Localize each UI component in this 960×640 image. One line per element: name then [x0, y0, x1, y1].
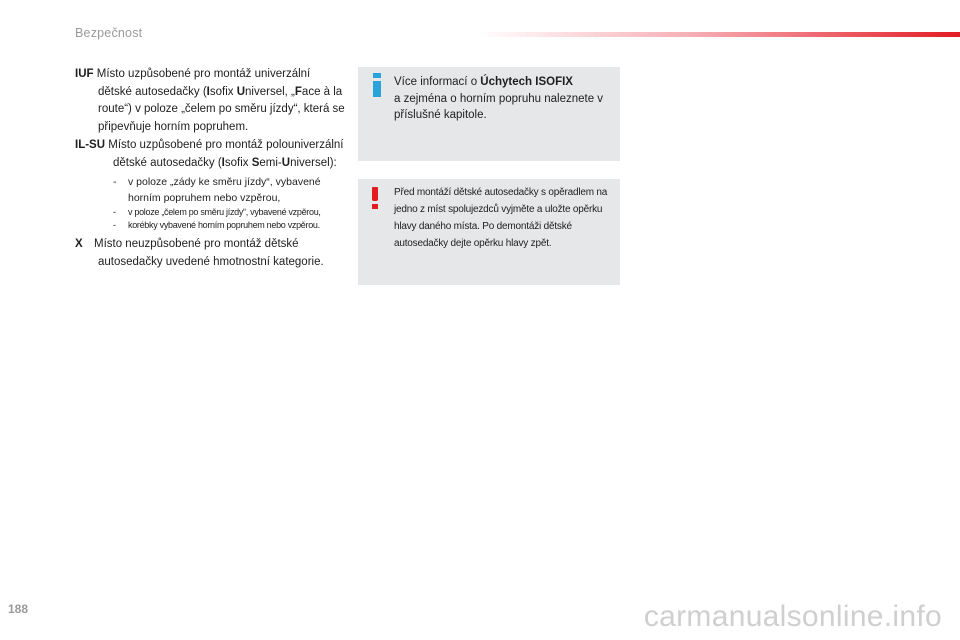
isofix-legend — [75, 66, 347, 272]
legend-term: IL-SU — [75, 139, 106, 151]
legend-body: Místo neuzpůsobené pro montáž dětské autosedačky uvedené hmotnostní kategorie. — [94, 238, 324, 268]
info-text: Více informací o Úchytech ISOFIX a zejména o horním popruhu naleznete v příslušné kapitole. — [394, 76, 604, 121]
watermark: carmanualsonline.info — [643, 600, 942, 633]
header-rule — [478, 32, 960, 37]
legend-body: Místo uzpůsobené pro montáž univerzální dětské autosedačky (Isofix Universel, „Face à la route“) v poloze „čelem po směru jízdy“, která se připevňuje horním popruhem. — [96, 68, 345, 133]
warning-box — [358, 179, 620, 285]
ilsu-positions-list — [75, 175, 347, 232]
legend-iuf — [75, 66, 347, 136]
list-item: - v poloze „čelem po směru jízdy“, vybavené vzpěrou, — [113, 207, 321, 217]
list-item: - v poloze „zády ke směru jízdy“, vybavené horním popruhem nebo vzpěrou, — [113, 176, 321, 204]
section-title: Bezpečnost — [75, 26, 143, 40]
page-number: 188 — [8, 602, 29, 616]
warning-text: Před montáží dětské autosedačky s opěradlem na jedno z míst spolujezdců vyjměte a uložte opěrku hlavy daného místa. Po demontáži dětské autosedačky dejte opěrku hlavy zpět. — [394, 187, 608, 249]
legend-x — [75, 236, 347, 271]
warning-icon — [371, 187, 379, 209]
info-box — [358, 67, 620, 161]
legend-body: Místo uzpůsobené pro montáž polouniverzální dětské autosedačky (Isofix Semi-Universel): — [108, 139, 344, 169]
legend-ilsu — [75, 137, 347, 172]
list-item: - korébky vybavené horním popruhem nebo vzpěrou. — [113, 220, 320, 230]
info-icon — [373, 73, 381, 97]
legend-term: IUF — [75, 68, 94, 80]
legend-term: X — [75, 238, 83, 250]
